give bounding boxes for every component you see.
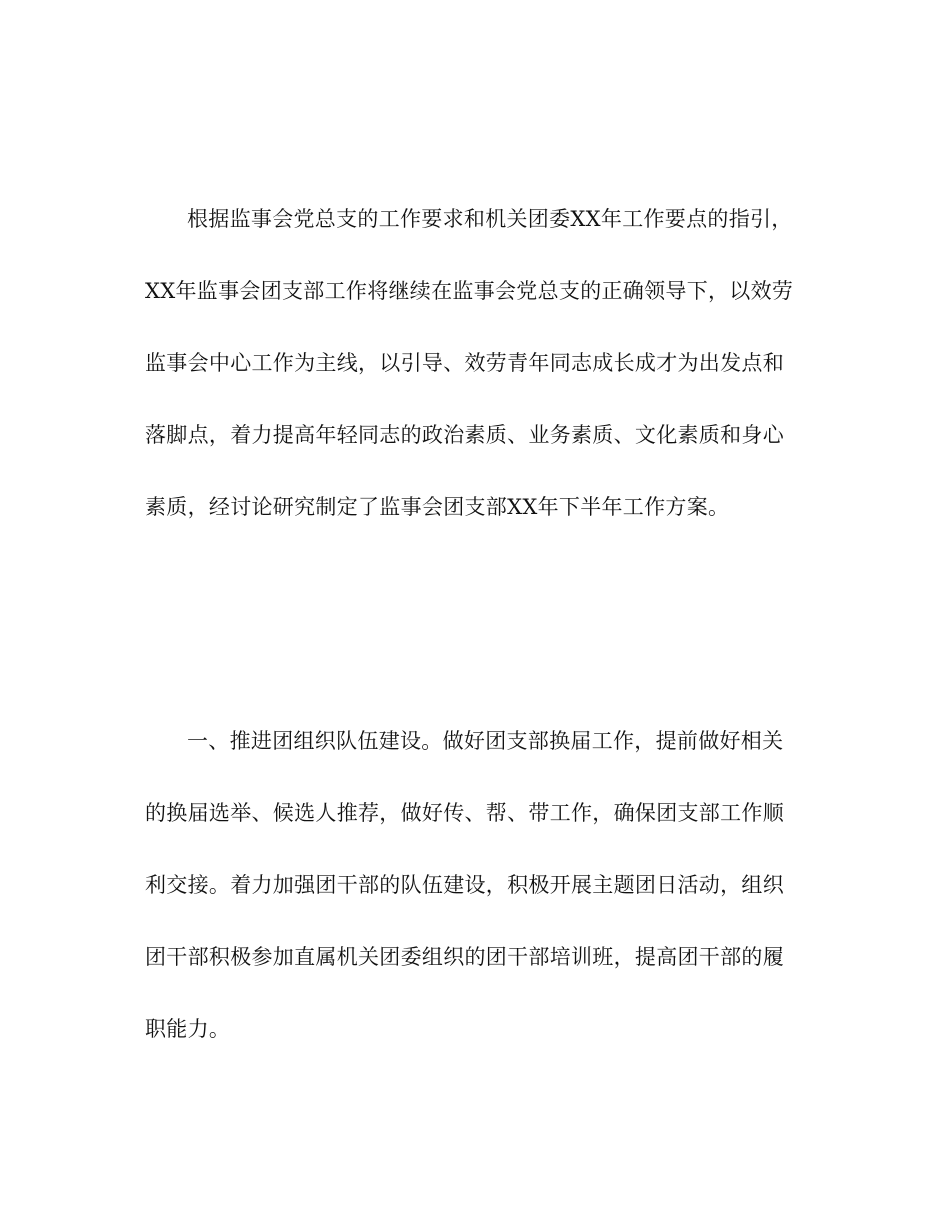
paragraph-intro [145,183,810,543]
paragraph-line: 根据监事会党总支的工作要求和机关团委XX年工作要点的指引， [187,207,793,231]
paragraph-line: 的换届选举、候选人推荐，做好传、帮、带工作，确保团支部工作顺 [145,801,784,825]
paragraph-line: 监事会中心工作为主线，以引导、效劳青年同志成长成才为出发点和 [145,351,784,375]
paragraph-line: 一、推进团组织队伍建设。做好团支部换届工作，提前做好相关 [187,729,784,753]
paragraph-line: XX年监事会团支部工作将继续在监事会党总支的正确领导下，以效劳 [145,279,794,303]
paragraph-line: 利交接。着力加强团干部的队伍建设，积极开展主题团日活动，组织 [145,873,784,897]
paragraph-line: 素质，经讨论研究制定了监事会团支部XX年下半年工作方案。 [145,495,730,519]
paragraph-section-one [145,705,810,1065]
paragraph-line: 团干部积极参加直属机关团委组织的团干部培训班，提高团干部的履 [145,945,784,969]
paragraph-line: 职能力。 [145,1017,231,1041]
paragraph-line: 落脚点，着力提高年轻同志的政治素质、业务素质、文化素质和身心 [145,423,784,447]
